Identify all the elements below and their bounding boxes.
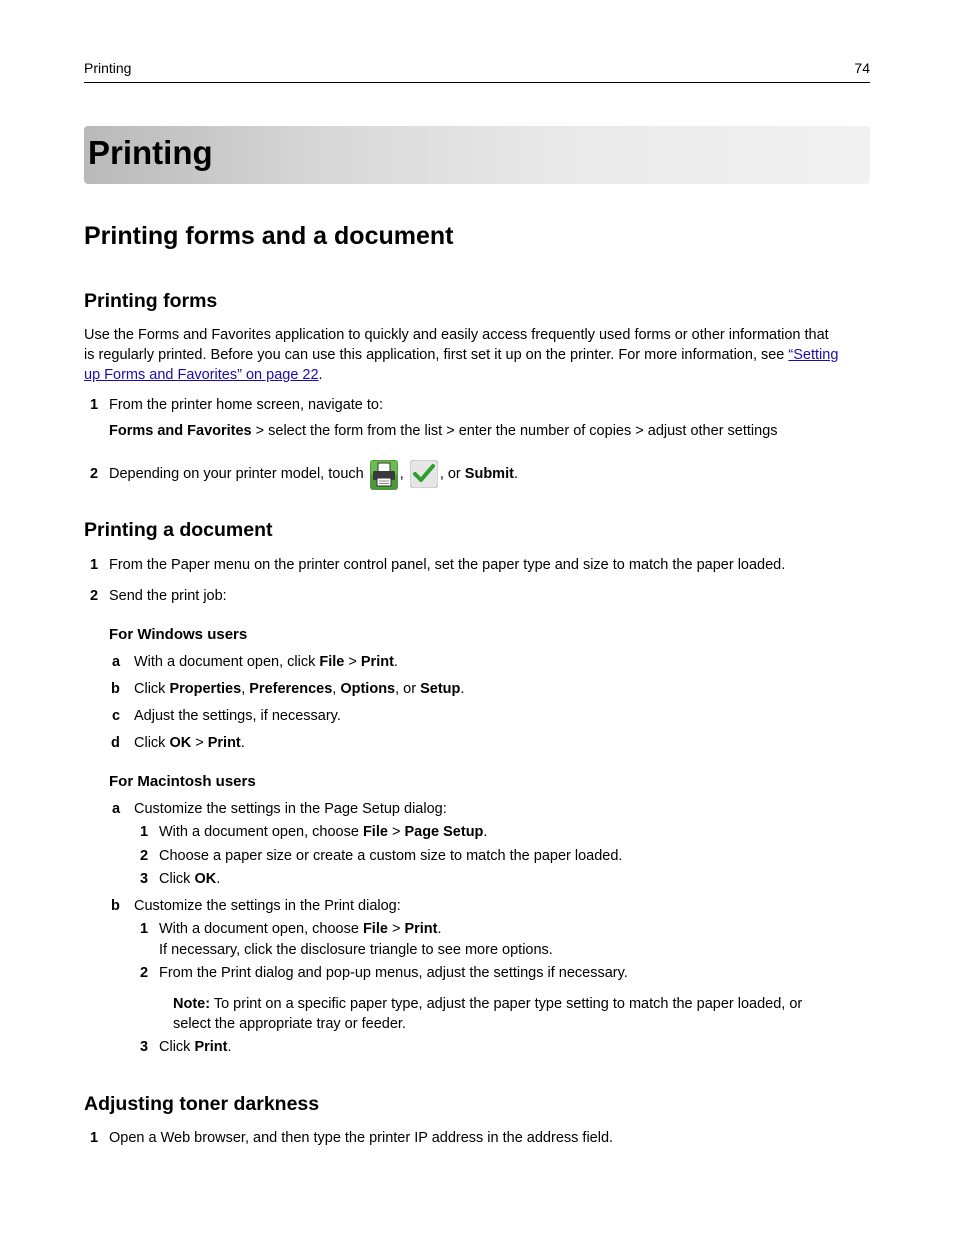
print-label: Print xyxy=(207,735,241,751)
heading-macintosh-users: For Macintosh users xyxy=(109,773,256,790)
intro-paragraph-line-3 xyxy=(84,365,323,385)
step-text: Open a Web browser, and then type the printer IP address in the address field. xyxy=(109,1130,614,1146)
list-letter: b xyxy=(111,898,120,914)
list-letter: a xyxy=(112,654,121,670)
intro-paragraph-line-2 xyxy=(84,345,838,365)
sub-step-number: 2 xyxy=(140,848,149,864)
text: Click xyxy=(134,681,170,697)
list-item: Adjust the settings, if necessary. xyxy=(134,708,341,724)
list-letter: a xyxy=(112,801,121,817)
note-line-2: select the appropriate tray or feeder. xyxy=(173,1016,406,1032)
list-letter: c xyxy=(112,708,121,724)
section-title: Printing forms and a document xyxy=(84,222,454,250)
setup-label: Setup xyxy=(420,681,461,697)
page-number: 74 xyxy=(854,60,870,76)
printer-icon xyxy=(370,460,398,488)
chapter-title: Printing xyxy=(88,134,213,171)
list-letter: b xyxy=(111,681,120,697)
nav-rest: > select the form from the list > enter the number of copies > adjust other settings xyxy=(251,423,778,439)
separator: , xyxy=(241,681,250,697)
text: With a document open, click xyxy=(134,654,320,670)
intro-end: . xyxy=(318,367,323,383)
text: Click xyxy=(159,871,195,887)
period: . xyxy=(483,824,488,840)
list-item xyxy=(134,652,398,672)
separator: > xyxy=(344,654,361,670)
step-number: 2 xyxy=(90,466,99,482)
note-line-1 xyxy=(173,994,802,1014)
separator: , or xyxy=(439,466,465,482)
separator: , or xyxy=(395,681,421,697)
sub-step-number: 1 xyxy=(140,824,149,840)
heading-printing-a-document: Printing a document xyxy=(84,519,273,541)
forms-favorites-link-continued[interactable]: up Forms and Favorites” on page 22 xyxy=(84,367,319,383)
text: With a document open, choose xyxy=(159,824,363,840)
ok-label: OK xyxy=(169,735,192,751)
period: . xyxy=(393,654,398,670)
menu-file: File xyxy=(362,824,388,840)
intro-text: is regularly printed. Before you can use this application, first set it up on the printer. For more information, see xyxy=(84,347,789,363)
sub-step-number: 3 xyxy=(140,871,149,887)
nav-forms-and-favorites: Forms and Favorites xyxy=(109,423,252,439)
text: Click xyxy=(134,735,170,751)
sub-step-text xyxy=(159,919,442,939)
forms-favorites-link[interactable]: “Setting xyxy=(788,347,839,363)
note-label: Note: xyxy=(173,996,211,1012)
period: . xyxy=(513,466,518,482)
period: . xyxy=(460,681,465,697)
sub-step-text-continued: If necessary, click the disclosure triangle to see more options. xyxy=(159,942,553,958)
properties-label: Properties xyxy=(169,681,242,697)
period: . xyxy=(216,871,221,887)
list-item xyxy=(134,733,245,753)
sub-step-text xyxy=(159,869,220,889)
menu-print: Print xyxy=(404,921,438,937)
preferences-label: Preferences xyxy=(249,681,333,697)
heading-adjusting-toner-darkness: Adjusting toner darkness xyxy=(84,1093,320,1115)
navigation-path xyxy=(109,421,778,441)
text: With a document open, choose xyxy=(159,921,363,937)
note-text: To print on a specific paper type, adjust the paper type setting to match the paper loaded, or xyxy=(210,996,803,1012)
period: . xyxy=(240,735,245,751)
heading-printing-forms: Printing forms xyxy=(84,290,218,312)
step-text: From the Paper menu on the printer control panel, set the paper type and size to match the paper loaded. xyxy=(109,557,786,573)
sub-step-text xyxy=(159,1037,232,1057)
running-header xyxy=(84,60,870,83)
period: . xyxy=(437,921,442,937)
sub-step-text: Choose a paper size or create a custom size to match the paper loaded. xyxy=(159,848,623,864)
sub-step-number: 3 xyxy=(140,1039,149,1055)
list-item xyxy=(134,679,464,699)
step-text: Send the print job: xyxy=(109,588,227,604)
sub-step-number: 2 xyxy=(140,965,149,981)
list-item: Customize the settings in the Print dialog: xyxy=(134,898,401,914)
touch-text: Depending on your printer model, touch xyxy=(109,466,368,482)
separator: , xyxy=(399,466,408,482)
menu-file: File xyxy=(319,654,345,670)
step-text: From the printer home screen, navigate to: xyxy=(109,397,384,413)
intro-paragraph-line-1: Use the Forms and Favorites application to quickly and easily access frequently used forms or other information that xyxy=(84,327,829,343)
list-letter: d xyxy=(111,735,120,751)
separator: > xyxy=(191,735,208,751)
print-label: Print xyxy=(194,1039,228,1055)
sub-step-text: From the Print dialog and pop-up menus, adjust the settings if necessary. xyxy=(159,965,628,981)
list-item: Customize the settings in the Page Setup dialog: xyxy=(134,801,447,817)
menu-page-setup: Page Setup xyxy=(404,824,484,840)
text: Click xyxy=(159,1039,195,1055)
submit-label: Submit xyxy=(464,466,514,482)
separator: > xyxy=(387,824,405,840)
step-number: 1 xyxy=(90,397,99,413)
ok-label: OK xyxy=(194,871,217,887)
separator: > xyxy=(387,921,405,937)
sub-step-number: 1 xyxy=(140,921,149,937)
step-text-touch xyxy=(109,455,518,493)
period: . xyxy=(227,1039,232,1055)
separator: , xyxy=(332,681,341,697)
check-icon xyxy=(410,460,438,488)
menu-print: Print xyxy=(360,654,394,670)
step-number: 1 xyxy=(90,1130,99,1146)
step-number: 2 xyxy=(90,588,99,604)
running-header-section: Printing xyxy=(84,60,132,76)
sub-step-text xyxy=(159,822,487,842)
heading-windows-users: For Windows users xyxy=(109,626,248,643)
step-number: 1 xyxy=(90,557,99,573)
options-label: Options xyxy=(340,681,396,697)
menu-file: File xyxy=(362,921,388,937)
